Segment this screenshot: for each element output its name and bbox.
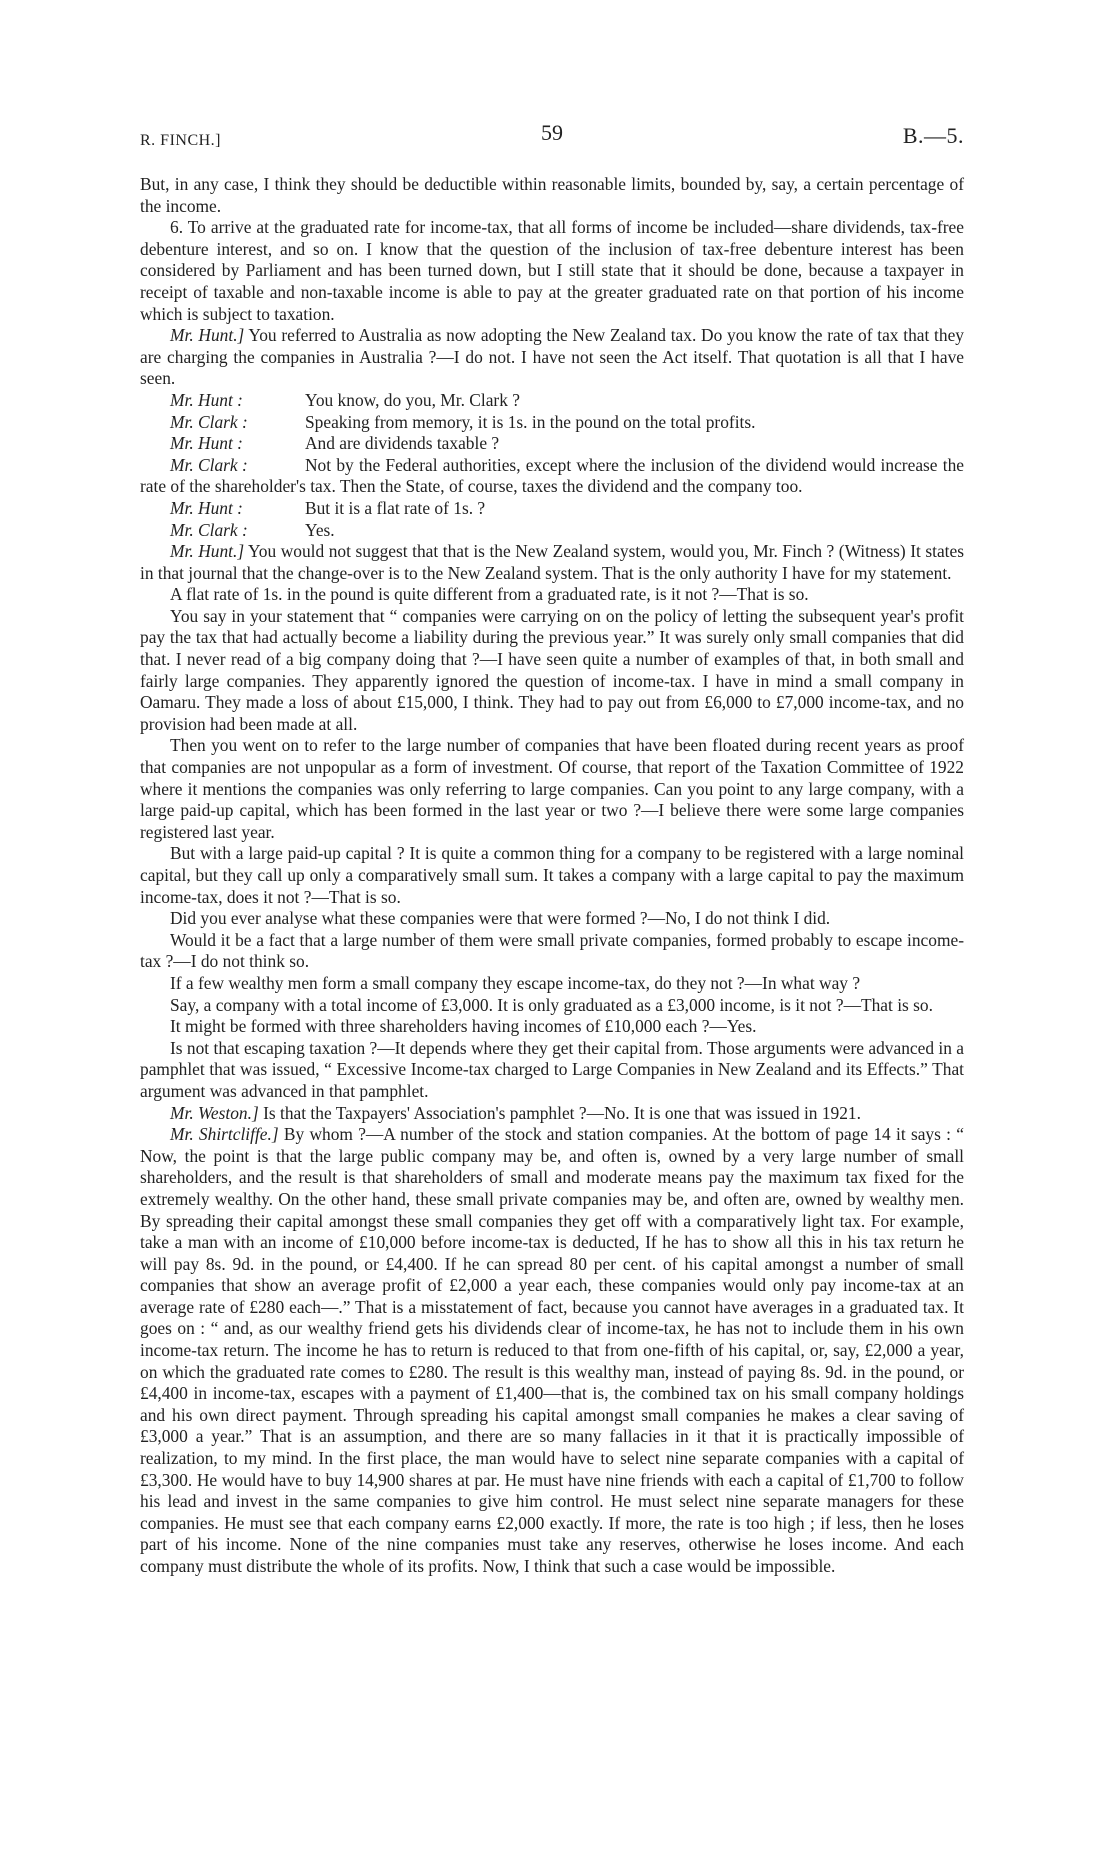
- page-header: [140, 122, 964, 152]
- speaker-label: Mr. Shirtcliffe.]: [170, 1124, 279, 1145]
- speaker-label: Mr. Hunt :: [170, 389, 243, 410]
- paper-reference: B.—5.: [902, 123, 964, 148]
- dialogue-line: Mr. Clark : Not by the Federal authorities, except where the inclusion of the dividend would increase the rate of the shareholder's tax. Then the State, of course, taxes the dividend and the company too.: [140, 454, 964, 497]
- speaker-label: Mr. Clark :: [170, 454, 248, 475]
- paragraph: You say in your statement that “ companies were carrying on on the policy of letting the subsequent year's profit pay the tax that had actually become a liability during the previous year.” It was surely only small companies that did that. I never read of a big company doing that ?—I have seen quite a number of examples of that, in both small and fairly large companies. They apparently ignored the question of income-tax. I have in mind a small company in Oamaru. They made a loss of about £15,000, I think. They had to pay out from £6,000 to £7,000 income-tax, and no provision had been made at all.: [140, 605, 964, 734]
- paragraph: 6. To arrive at the graduated rate for income-tax, that all forms of income be included—share dividends, tax-free debenture interest, and so on. I know that the question of the inclusion of tax-free debenture interest has been considered by Parliament and has been turned down, but I still state that it should be done, because a taxpayer in receipt of taxable and non-taxable income is able to pay at the greater graduated rate on that portion of his income which is subject to taxation.: [140, 217, 964, 324]
- paragraph: It might be formed with three shareholders having incomes of £10,000 each ?—Yes.: [170, 1016, 757, 1037]
- dialogue-line: Mr. Clark : Yes.: [170, 519, 335, 540]
- dialogue-line: Mr. Hunt : And are dividends taxable ?: [170, 433, 500, 454]
- speaker-label: Mr. Clark :: [170, 519, 248, 540]
- dialogue-line: Mr. Hunt : But it is a flat rate of 1s. ?: [170, 497, 486, 518]
- paragraph: Did you ever analyse what these companies were that were formed ?—No, I do not think I did.: [170, 908, 831, 929]
- speaker-label: Mr. Hunt :: [170, 433, 243, 454]
- paragraph: Mr. Hunt.] You would not suggest that that is the New Zealand system, would you, Mr. Finch ? (Witness) It states in that journal that the change-over is to the New Zealand system. That is the only authority I have for my statement.: [140, 541, 964, 583]
- paragraph: Is not that escaping taxation ?—It depends where they get their capital from. Those arguments were advanced in a pamphlet that was issued, “ Excessive Income-tax charged to Large Companies in New Zealand and its Effects.” That argument was advanced in that pamphlet.: [140, 1037, 964, 1101]
- paragraph: Then you went on to refer to the large number of companies that have been floated during recent years as proof that companies are not unpopular as a form of investment. Of course, that report of the Taxation Committee of 1922 where it mentions the companies was only referring to large companies. Can you point to any large company, with a large paid-up capital, which has been formed in the last year or two ?—I believe there were some large companies registered last year.: [140, 735, 964, 842]
- speaker-label: Mr. Clark :: [170, 411, 248, 432]
- paragraph: Mr. Weston.] Is that the Taxpayers' Association's pamphlet ?—No. It is one that was issued in 1921.: [170, 1102, 861, 1123]
- paragraph: Mr. Hunt.] You referred to Australia as now adopting the New Zealand tax. Do you know the rate of tax that they are charging the companies in Australia ?—I do not. I have not seen the Act itself. That quotation is all that I have seen.: [140, 325, 964, 389]
- speaker-label: Mr. Hunt.]: [170, 541, 245, 562]
- speaker-label: Mr. Hunt.]: [170, 325, 245, 346]
- paragraph: But, in any case, I think they should be deductible within reasonable limits, bounded by, say, a certain percentage of the income.: [140, 174, 964, 216]
- dialogue-line: Mr. Clark : Speaking from memory, it is 1s. in the pound on the total profits.: [170, 411, 756, 432]
- paragraph: But with a large paid-up capital ? It is quite a common thing for a company to be registered with a large nominal capital, but they call up only a comparatively small sum. It takes a company with a large capital to pay the maximum income-tax, does it not ?—That is so.: [140, 843, 964, 907]
- witness-name: R. FINCH.]: [140, 132, 222, 149]
- dialogue-line: Mr. Hunt : You know, do you, Mr. Clark ?: [170, 389, 520, 410]
- body-text: [140, 174, 964, 1578]
- paragraph: Say, a company with a total income of £3,000. It is only graduated as a £3,000 income, is it not ?—That is so.: [170, 994, 933, 1015]
- speaker-label: Mr. Weston.]: [170, 1102, 259, 1123]
- paragraph: Would it be a fact that a large number of them were small private companies, formed probably to escape income-tax ?—I do not think so.: [140, 929, 964, 972]
- page-number: 59: [541, 120, 563, 145]
- paragraph: A flat rate of 1s. in the pound is quite different from a graduated rate, is it not ?—That is so.: [170, 584, 809, 605]
- speaker-label: Mr. Hunt :: [170, 497, 243, 518]
- paragraph: If a few wealthy men form a small company they escape income-tax, do they not ?—In what way ?: [170, 972, 861, 993]
- paragraph: Mr. Shirtcliffe.] By whom ?—A number of the stock and station companies. At the bottom of page 14 it says : “ Now, the point is that the large public company may be, and often is, owned by a very large number of small shareholders, and the result is that shareholders of small and moderate means pay the maximum tax fixed for the extremely wealthy. On the other hand, these small private companies may be, and often are, owned by wealthy men. By spreading their capital amongst these small companies they get off with a comparatively light tax. For example, take a man with an income of £10,000 before income-tax is deducted, If he has to show all this in his tax return he will pay 8s. 9d. in the pound, or £4,400. If he can spread 80 per cent. of his capital amongst a number of small companies that show an average profit of £2,000 a year each, these companies would only pay income-tax at an average rate of £280 each—.” That is a misstatement of fact, because you cannot have averages in a graduated tax. It goes on : “ and, as our wealthy friend gets his dividends clear of income-tax, he has not to include them in his own income-tax return. The income he has to return is reduced to that from one-fifth of his capital, or, say, £2,000 a year, on which the graduated rate comes to £280. The result is this wealthy man, instead of paying 8s. 9d. in the pound, or £4,400 in income-tax, escapes with a payment of £1,400—that is, the combined tax on his small company holdings and his own direct payment. Through spreading his capital amongst small companies he makes a clear saving of £3,000 a year.” That is an assumption, and there are so many fallacies in it that it is practically impossible of realization, to my mind. In the first place, the man would have to select nine separate companies with a capital of £3,300. He would have to buy 14,900 shares at par. He must have nine friends with each a capital of £1,700 to follow his lead and invest in the same companies to give him control. He must select nine separate managers for these companies. He must see that each company earns £2,000 exactly. If more, the rate is too high ; if less, then he loses part of his income. None of the nine companies must take any reserves, otherwise he loses income. And each company must distribute the whole of its profits. Now, I think that such a case would be impossible.: [140, 1124, 964, 1576]
